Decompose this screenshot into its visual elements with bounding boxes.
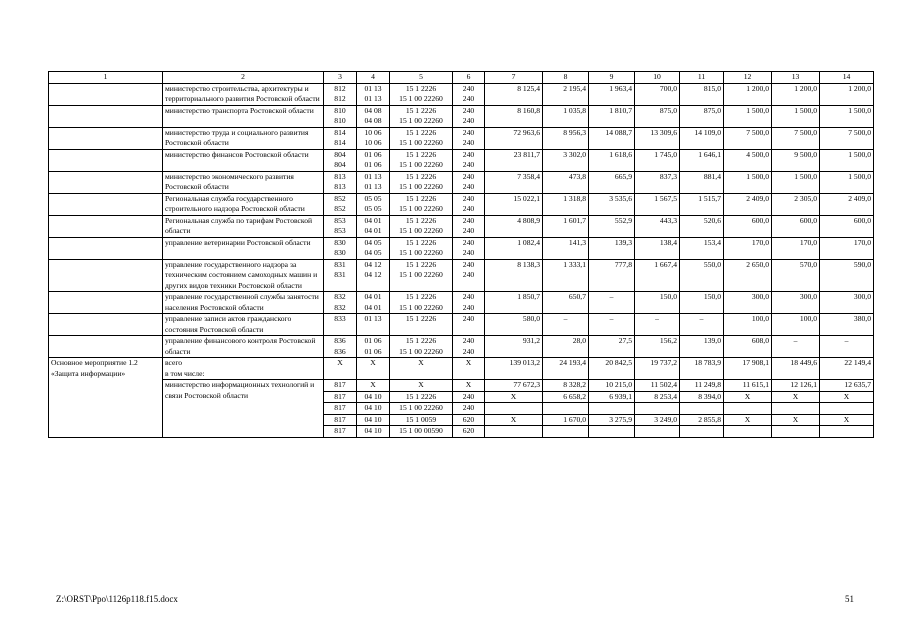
value-cell: 19 737,2 bbox=[635, 358, 680, 380]
code-cell: 240 240 bbox=[453, 105, 485, 127]
value-cell: 520,6 bbox=[680, 215, 724, 237]
value-cell: 1 500,0 bbox=[772, 171, 820, 193]
value-cell: 4 808,9 bbox=[485, 215, 543, 237]
value-cell: 931,2 bbox=[485, 336, 543, 358]
org-name-cell: министерство труда и социального развития Ростовской области bbox=[163, 127, 324, 149]
code-cell: Х bbox=[453, 358, 485, 380]
code-cell: 15 1 2226 15 1 00 22260 bbox=[390, 193, 453, 215]
value-cell: 150,0 bbox=[635, 292, 680, 314]
code-cell: 15 1 2226 bbox=[390, 391, 453, 403]
value-cell: 8 956,3 bbox=[543, 127, 589, 149]
value-cell: 875,0 bbox=[635, 105, 680, 127]
table-row bbox=[49, 358, 874, 380]
value-cell bbox=[589, 426, 635, 438]
code-cell: 240 240 bbox=[453, 193, 485, 215]
code-cell: 817 bbox=[324, 391, 357, 403]
value-cell: 1 500,0 bbox=[724, 171, 772, 193]
value-cell: 1 318,8 bbox=[543, 193, 589, 215]
value-cell: 20 842,5 bbox=[589, 358, 635, 380]
value-cell: 1 500,0 bbox=[820, 171, 874, 193]
org-name-cell: управление финансового контроля Ростовской области bbox=[163, 336, 324, 358]
value-cell: – bbox=[680, 314, 724, 336]
value-cell: 18 783,9 bbox=[680, 358, 724, 380]
value-cell: 2 409,0 bbox=[724, 193, 772, 215]
code-cell: 240 240 bbox=[453, 237, 485, 259]
total-label-cell: всего в том числе: bbox=[163, 358, 324, 380]
code-cell: 01 06 01 06 bbox=[357, 149, 390, 171]
code-cell: 15 1 2226 bbox=[390, 314, 453, 336]
code-cell: 15 1 2226 15 1 00 22260 bbox=[390, 336, 453, 358]
value-cell: 170,0 bbox=[772, 237, 820, 259]
code-cell: 240 240 bbox=[453, 171, 485, 193]
org-name-cell: министерство строительства, архитектуры и территориального развития Ростовской области bbox=[163, 83, 324, 105]
code-cell: 15 1 2226 15 1 00 22260 bbox=[390, 83, 453, 105]
value-cell: 7 500,0 bbox=[772, 127, 820, 149]
code-cell: 15 1 00 22260 bbox=[390, 403, 453, 415]
value-cell: 1 670,0 bbox=[543, 414, 589, 426]
table-row bbox=[49, 314, 874, 336]
header-cell-12: 12 bbox=[724, 72, 772, 84]
value-cell: 1 646,1 bbox=[680, 149, 724, 171]
org-name-cell: управление государственной службы занятости населения Ростовской области bbox=[163, 292, 324, 314]
value-cell bbox=[635, 426, 680, 438]
value-cell: 8 253,4 bbox=[635, 391, 680, 403]
value-cell: Х bbox=[485, 414, 543, 426]
value-cell: – bbox=[543, 314, 589, 336]
value-cell: 14 088,7 bbox=[589, 127, 635, 149]
code-cell: 04 10 bbox=[357, 426, 390, 438]
value-cell bbox=[724, 403, 772, 415]
org-name-cell: Региональная служба по тарифам Ростовской области bbox=[163, 215, 324, 237]
table-row bbox=[49, 171, 874, 193]
code-cell: 832 832 bbox=[324, 292, 357, 314]
value-cell: 3 302,0 bbox=[543, 149, 589, 171]
section-cell bbox=[49, 215, 163, 237]
table-row bbox=[49, 105, 874, 127]
header-row bbox=[49, 72, 874, 84]
value-cell: 3 535,6 bbox=[589, 193, 635, 215]
code-cell: 620 bbox=[453, 426, 485, 438]
code-cell: 15 1 2226 15 1 00 22260 bbox=[390, 171, 453, 193]
value-cell: 10 215,0 bbox=[589, 380, 635, 392]
value-cell: – bbox=[589, 292, 635, 314]
code-cell: 817 bbox=[324, 414, 357, 426]
value-cell: 1 667,4 bbox=[635, 259, 680, 292]
code-cell: 620 bbox=[453, 414, 485, 426]
value-cell: 1 500,0 bbox=[820, 149, 874, 171]
value-cell: 23 811,7 bbox=[485, 149, 543, 171]
code-cell: Х bbox=[453, 380, 485, 392]
value-cell bbox=[724, 426, 772, 438]
value-cell: 300,0 bbox=[820, 292, 874, 314]
value-cell: 139,3 bbox=[589, 237, 635, 259]
code-cell: 813 813 bbox=[324, 171, 357, 193]
value-cell: 665,9 bbox=[589, 171, 635, 193]
code-cell: 15 1 2226 15 1 00 22260 bbox=[390, 149, 453, 171]
org-name-cell: министерство транспорта Ростовской области bbox=[163, 105, 324, 127]
value-cell: 1 333,1 bbox=[543, 259, 589, 292]
header-cell-8: 8 bbox=[543, 72, 589, 84]
value-cell: Х bbox=[820, 414, 874, 426]
header-cell-9: 9 bbox=[589, 72, 635, 84]
code-cell: 240 240 bbox=[453, 83, 485, 105]
code-cell: Х bbox=[357, 358, 390, 380]
code-cell: 04 10 bbox=[357, 414, 390, 426]
value-cell: – bbox=[589, 314, 635, 336]
header-cell-14: 14 bbox=[820, 72, 874, 84]
code-cell: 817 bbox=[324, 403, 357, 415]
header-cell-2: 2 bbox=[163, 72, 324, 84]
table-row bbox=[49, 193, 874, 215]
header-cell-7: 7 bbox=[485, 72, 543, 84]
footer-file-path: Z:\ORST\Ppo\1126p118.f15.docx bbox=[56, 594, 178, 604]
value-cell bbox=[485, 403, 543, 415]
value-cell: 2 195,4 bbox=[543, 83, 589, 105]
table-row bbox=[49, 259, 874, 292]
header-cell-3: 3 bbox=[324, 72, 357, 84]
table-row bbox=[49, 215, 874, 237]
value-cell: 1 200,0 bbox=[772, 83, 820, 105]
value-cell: 570,0 bbox=[772, 259, 820, 292]
value-cell bbox=[820, 426, 874, 438]
code-cell: 15 1 2226 15 1 00 22260 bbox=[390, 127, 453, 149]
value-cell: Х bbox=[724, 414, 772, 426]
value-cell: 1 200,0 bbox=[820, 83, 874, 105]
value-cell: 9 500,0 bbox=[772, 149, 820, 171]
budget-table bbox=[48, 71, 874, 438]
code-cell: 15 1 2226 15 1 00 22260 bbox=[390, 259, 453, 292]
table-row bbox=[49, 83, 874, 105]
value-cell: 7 500,0 bbox=[820, 127, 874, 149]
code-cell: 240 240 bbox=[453, 259, 485, 292]
table-row bbox=[49, 127, 874, 149]
code-cell: 04 08 04 08 bbox=[357, 105, 390, 127]
value-cell: 300,0 bbox=[772, 292, 820, 314]
value-cell: 473,8 bbox=[543, 171, 589, 193]
org-name-cell: управление записи актов гражданского состояния Ростовской области bbox=[163, 314, 324, 336]
value-cell: 11 615,1 bbox=[724, 380, 772, 392]
value-cell bbox=[485, 426, 543, 438]
value-cell: 11 249,8 bbox=[680, 380, 724, 392]
value-cell: 1 500,0 bbox=[772, 105, 820, 127]
footer-page-number: 51 bbox=[845, 594, 854, 604]
code-cell: 240 240 bbox=[453, 215, 485, 237]
value-cell: 15 022,1 bbox=[485, 193, 543, 215]
value-cell: 170,0 bbox=[724, 237, 772, 259]
header-cell-6: 6 bbox=[453, 72, 485, 84]
section-cell bbox=[49, 149, 163, 171]
value-cell: Х bbox=[485, 391, 543, 403]
value-cell: Х bbox=[820, 391, 874, 403]
value-cell: 608,0 bbox=[724, 336, 772, 358]
code-cell: 04 12 04 12 bbox=[357, 259, 390, 292]
code-cell: 853 853 bbox=[324, 215, 357, 237]
value-cell: 8 394,0 bbox=[680, 391, 724, 403]
value-cell: 22 149,4 bbox=[820, 358, 874, 380]
code-cell: 830 830 bbox=[324, 237, 357, 259]
value-cell: 881,4 bbox=[680, 171, 724, 193]
code-cell: 04 05 04 05 bbox=[357, 237, 390, 259]
header-cell-11: 11 bbox=[680, 72, 724, 84]
value-cell: 2 305,0 bbox=[772, 193, 820, 215]
header-cell-1: 1 bbox=[49, 72, 163, 84]
value-cell: 590,0 bbox=[820, 259, 874, 292]
value-cell: 2 855,8 bbox=[680, 414, 724, 426]
value-cell: 1 745,0 bbox=[635, 149, 680, 171]
value-cell: 1 850,7 bbox=[485, 292, 543, 314]
value-cell: 1 082,4 bbox=[485, 237, 543, 259]
value-cell: 1 618,6 bbox=[589, 149, 635, 171]
value-cell: 1 601,7 bbox=[543, 215, 589, 237]
value-cell: 1 963,4 bbox=[589, 83, 635, 105]
value-cell: 777,8 bbox=[589, 259, 635, 292]
code-cell: 15 1 00 00590 bbox=[390, 426, 453, 438]
value-cell: 1 200,0 bbox=[724, 83, 772, 105]
value-cell: 1 500,0 bbox=[724, 105, 772, 127]
header-cell-5: 5 bbox=[390, 72, 453, 84]
code-cell: 01 06 01 06 bbox=[357, 336, 390, 358]
value-cell bbox=[635, 403, 680, 415]
code-cell: 01 13 bbox=[357, 314, 390, 336]
code-cell: 817 bbox=[324, 380, 357, 392]
value-cell: 18 449,6 bbox=[772, 358, 820, 380]
value-cell: 27,5 bbox=[589, 336, 635, 358]
value-cell: 24 193,4 bbox=[543, 358, 589, 380]
section-cell bbox=[49, 83, 163, 105]
value-cell: Х bbox=[772, 391, 820, 403]
value-cell: 156,2 bbox=[635, 336, 680, 358]
value-cell: 4 500,0 bbox=[724, 149, 772, 171]
value-cell: 1 500,0 bbox=[820, 105, 874, 127]
value-cell: 100,0 bbox=[772, 314, 820, 336]
value-cell: 600,0 bbox=[724, 215, 772, 237]
org-name-cell: управление государственного надзора за техническим состоянием самоходных машин и других видов техники Ростовской области bbox=[163, 259, 324, 292]
section-cell bbox=[49, 292, 163, 314]
code-cell: 240 240 bbox=[453, 149, 485, 171]
value-cell: 3 275,9 bbox=[589, 414, 635, 426]
value-cell: 72 963,6 bbox=[485, 127, 543, 149]
value-cell: 443,3 bbox=[635, 215, 680, 237]
code-cell: 15 1 0059 bbox=[390, 414, 453, 426]
table-row bbox=[49, 149, 874, 171]
code-cell: Х bbox=[324, 358, 357, 380]
org-name-cell: министерство экономического развития Ростовской области bbox=[163, 171, 324, 193]
code-cell: 04 10 bbox=[357, 391, 390, 403]
section-cell bbox=[49, 336, 163, 358]
code-cell: 814 814 bbox=[324, 127, 357, 149]
code-cell: 240 bbox=[453, 391, 485, 403]
value-cell: 8 160,8 bbox=[485, 105, 543, 127]
code-cell: 240 240 bbox=[453, 292, 485, 314]
org-name-cell: управление ветеринарии Ростовской области bbox=[163, 237, 324, 259]
value-cell bbox=[589, 403, 635, 415]
value-cell: 11 502,4 bbox=[635, 380, 680, 392]
value-cell: 700,0 bbox=[635, 83, 680, 105]
measure-title-cell: Основное мероприятие 1.2 «Защита информации» bbox=[49, 358, 163, 438]
value-cell: 3 249,0 bbox=[635, 414, 680, 426]
value-cell: 139 013,2 bbox=[485, 358, 543, 380]
code-cell: 15 1 2226 15 1 00 22260 bbox=[390, 105, 453, 127]
code-cell: 240 bbox=[453, 403, 485, 415]
code-cell: 05 05 05 05 bbox=[357, 193, 390, 215]
value-cell bbox=[772, 403, 820, 415]
code-cell: 812 812 bbox=[324, 83, 357, 105]
value-cell: 300,0 bbox=[724, 292, 772, 314]
value-cell: 7 500,0 bbox=[724, 127, 772, 149]
code-cell: 01 13 01 13 bbox=[357, 171, 390, 193]
value-cell: 141,3 bbox=[543, 237, 589, 259]
value-cell: 380,0 bbox=[820, 314, 874, 336]
table-row bbox=[49, 237, 874, 259]
value-cell: 815,0 bbox=[680, 83, 724, 105]
value-cell: 875,0 bbox=[680, 105, 724, 127]
value-cell: 8 138,3 bbox=[485, 259, 543, 292]
value-cell bbox=[772, 426, 820, 438]
code-cell: 836 836 bbox=[324, 336, 357, 358]
value-cell: 552,9 bbox=[589, 215, 635, 237]
code-cell: 01 13 01 13 bbox=[357, 83, 390, 105]
section-cell bbox=[49, 193, 163, 215]
value-cell: 600,0 bbox=[772, 215, 820, 237]
value-cell: 550,0 bbox=[680, 259, 724, 292]
value-cell: 1 035,8 bbox=[543, 105, 589, 127]
code-cell: 10 06 10 06 bbox=[357, 127, 390, 149]
value-cell: 2 409,0 bbox=[820, 193, 874, 215]
code-cell: 240 240 bbox=[453, 127, 485, 149]
code-cell: Х bbox=[357, 380, 390, 392]
org-name-cell: министерство финансов Ростовской области bbox=[163, 149, 324, 171]
value-cell: 837,3 bbox=[635, 171, 680, 193]
section-cell bbox=[49, 105, 163, 127]
code-cell: 833 bbox=[324, 314, 357, 336]
code-cell: 15 1 2226 15 1 00 22260 bbox=[390, 215, 453, 237]
value-cell: 6 939,1 bbox=[589, 391, 635, 403]
code-cell: Х bbox=[390, 380, 453, 392]
section-cell bbox=[49, 314, 163, 336]
table-row bbox=[49, 292, 874, 314]
value-cell: – bbox=[635, 314, 680, 336]
value-cell: 12 635,7 bbox=[820, 380, 874, 392]
value-cell: 2 650,0 bbox=[724, 259, 772, 292]
value-cell: 13 309,6 bbox=[635, 127, 680, 149]
value-cell: 650,7 bbox=[543, 292, 589, 314]
value-cell: 1 567,5 bbox=[635, 193, 680, 215]
value-cell: Х bbox=[724, 391, 772, 403]
value-cell: 8 125,4 bbox=[485, 83, 543, 105]
code-cell: 240 bbox=[453, 314, 485, 336]
value-cell: 77 672,3 bbox=[485, 380, 543, 392]
code-cell: Х bbox=[390, 358, 453, 380]
code-cell: 831 831 bbox=[324, 259, 357, 292]
value-cell: 139,0 bbox=[680, 336, 724, 358]
table-body bbox=[49, 72, 874, 438]
code-cell: 804 804 bbox=[324, 149, 357, 171]
org-name-cell: министерство информационных технологий и связи Ростовской области bbox=[163, 380, 324, 438]
value-cell: 138,4 bbox=[635, 237, 680, 259]
value-cell: 100,0 bbox=[724, 314, 772, 336]
value-cell: 580,0 bbox=[485, 314, 543, 336]
value-cell bbox=[543, 426, 589, 438]
code-cell: 240 240 bbox=[453, 336, 485, 358]
header-cell-4: 4 bbox=[357, 72, 390, 84]
value-cell bbox=[543, 403, 589, 415]
value-cell: – bbox=[772, 336, 820, 358]
value-cell: 1 810,7 bbox=[589, 105, 635, 127]
code-cell: 15 1 2226 15 1 00 22260 bbox=[390, 237, 453, 259]
table-row bbox=[49, 380, 874, 392]
table-row bbox=[49, 336, 874, 358]
section-cell bbox=[49, 171, 163, 193]
code-cell: 15 1 2226 15 1 00 22260 bbox=[390, 292, 453, 314]
value-cell: 6 658,2 bbox=[543, 391, 589, 403]
code-cell: 04 01 04 01 bbox=[357, 215, 390, 237]
code-cell: 852 852 bbox=[324, 193, 357, 215]
value-cell: 8 328,2 bbox=[543, 380, 589, 392]
code-cell: 810 810 bbox=[324, 105, 357, 127]
code-cell: 04 10 bbox=[357, 403, 390, 415]
value-cell bbox=[680, 403, 724, 415]
value-cell: 600,0 bbox=[820, 215, 874, 237]
value-cell: 28,0 bbox=[543, 336, 589, 358]
section-cell bbox=[49, 259, 163, 292]
header-cell-10: 10 bbox=[635, 72, 680, 84]
value-cell bbox=[820, 403, 874, 415]
code-cell: 817 bbox=[324, 426, 357, 438]
value-cell: 153,4 bbox=[680, 237, 724, 259]
value-cell: 14 109,0 bbox=[680, 127, 724, 149]
value-cell: 12 126,1 bbox=[772, 380, 820, 392]
org-name-cell: Региональная служба государственного строительного надзора Ростовской области bbox=[163, 193, 324, 215]
value-cell: – bbox=[820, 336, 874, 358]
value-cell: 150,0 bbox=[680, 292, 724, 314]
section-cell bbox=[49, 237, 163, 259]
value-cell: 7 358,4 bbox=[485, 171, 543, 193]
value-cell: 1 515,7 bbox=[680, 193, 724, 215]
header-cell-13: 13 bbox=[772, 72, 820, 84]
value-cell: Х bbox=[772, 414, 820, 426]
value-cell: 170,0 bbox=[820, 237, 874, 259]
value-cell: 17 908,1 bbox=[724, 358, 772, 380]
code-cell: 04 01 04 01 bbox=[357, 292, 390, 314]
section-cell bbox=[49, 127, 163, 149]
value-cell bbox=[680, 426, 724, 438]
